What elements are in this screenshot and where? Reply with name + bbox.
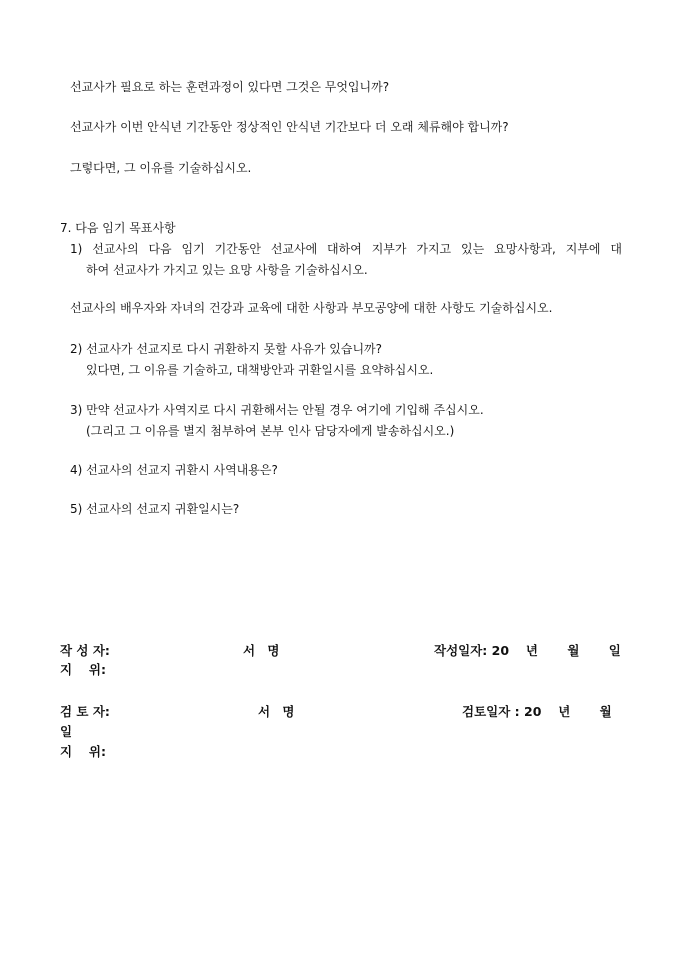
writer-date-line: 작성일자: 20 년 월 일 (434, 643, 621, 658)
item-3-line-2: (그리고 그 이유를 별지 첨부하여 본부 인사 담당자에게 발송하십시오.) (86, 424, 455, 438)
section-7-heading: 7. 다음 임기 목표사항 (60, 221, 176, 235)
writer-label: 작 성 자: (60, 643, 110, 658)
reviewer-date-day: 일 (60, 724, 73, 739)
writer-position-label: 지 위: (60, 662, 107, 677)
reviewer-date-line: 검토일자 : 20 년 월 (462, 704, 612, 719)
question-reason: 그렇다면, 그 이유를 기술하십시오. (70, 161, 252, 175)
item-1-line-1: 1) 선교사의 다음 임기 기간동안 선교사에 대하여 지부가 가지고 있는 요망사항과, 지부에 대 (70, 242, 622, 256)
writer-sign-label: 서 명 (243, 643, 280, 658)
item-2-line-1: 2) 선교사가 선교지로 다시 귀환하지 못할 사유가 있습니까? (70, 342, 383, 356)
reviewer-position-label: 지 위: (60, 744, 107, 759)
item-5: 5) 선교사의 선교지 귀환일시는? (70, 502, 240, 516)
item-4: 4) 선교사의 선교지 귀환시 사역내용은? (70, 463, 278, 477)
item-2-line-2: 있다면, 그 이유를 기술하고, 대책방안과 귀환일시를 요약하십시오. (86, 363, 434, 377)
item-1-line-2: 하여 선교사가 가지고 있는 요망 사항을 기술하십시오. (86, 263, 368, 277)
item-3-line-1: 3) 만약 선교사가 사역지로 다시 귀환해서는 안될 경우 여기에 기입해 주십시오. (70, 403, 484, 417)
reviewer-sign-label: 서 명 (258, 704, 295, 719)
family-note: 선교사의 배우자와 자녀의 건강과 교육에 대한 사항과 부모공양에 대한 사항도 기술하십시오. (70, 301, 553, 315)
reviewer-label: 검 토 자: (60, 704, 110, 719)
question-training: 선교사가 필요로 하는 훈련과정이 있다면 그것은 무엇입니까? (70, 80, 390, 94)
question-stay-longer: 선교사가 이번 안식년 기간동안 정상적인 안식년 기간보다 더 오래 체류해야 합니까? (70, 120, 509, 134)
